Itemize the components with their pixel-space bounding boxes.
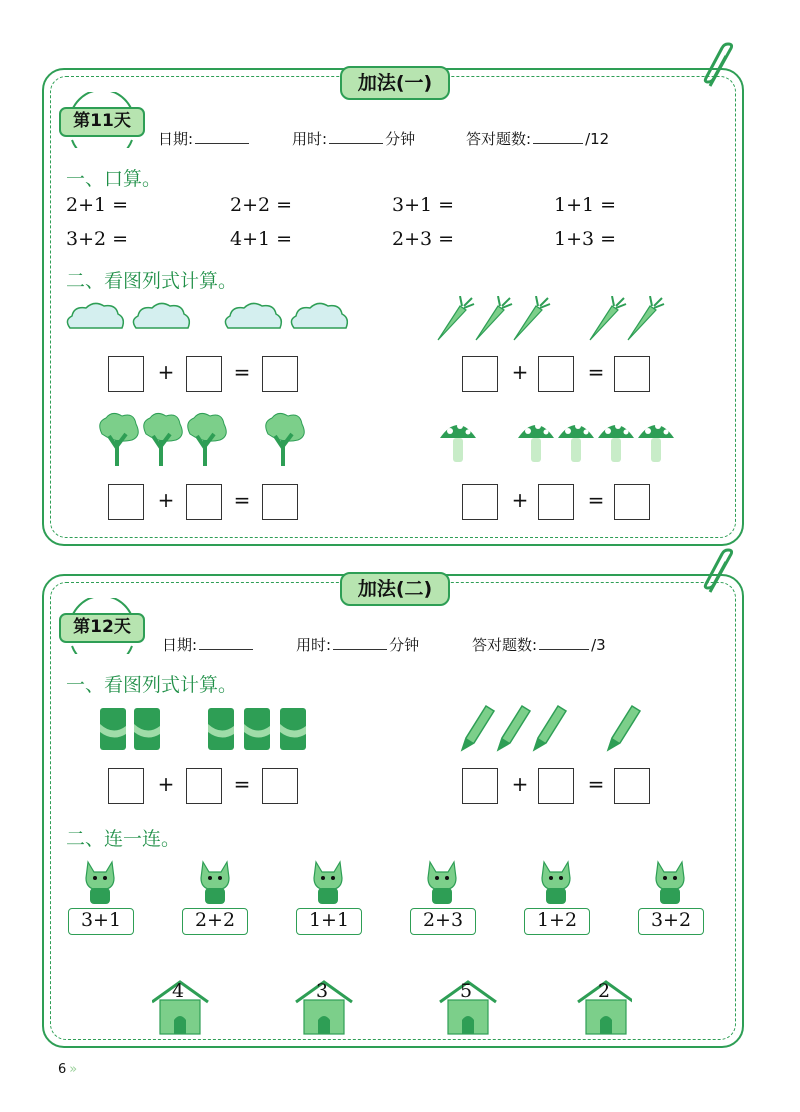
dog-expression-card[interactable]: 1+2	[524, 908, 590, 935]
carrot-icon	[438, 296, 474, 340]
cloud-icon	[67, 303, 123, 328]
time-unit: 分钟	[389, 636, 420, 654]
date-label: 日期:	[158, 130, 194, 148]
answer-box[interactable]	[186, 356, 222, 392]
answer-box[interactable]	[108, 768, 144, 804]
oral-problem: 2+2 =	[230, 194, 293, 216]
pencil-group	[458, 702, 648, 754]
pencil-icon	[534, 706, 566, 750]
score-field	[466, 128, 609, 149]
oral-problem: 4+1 =	[230, 228, 293, 250]
plus-sign: +	[511, 488, 529, 512]
date-field	[162, 634, 255, 655]
page-number	[58, 1062, 77, 1077]
mushroom-icon	[558, 423, 594, 462]
doghouse-number[interactable]: 3	[316, 980, 329, 1002]
answer-box[interactable]	[462, 356, 498, 392]
pencil-icon	[498, 706, 530, 750]
score-blank[interactable]	[533, 129, 583, 144]
can-icon	[280, 708, 306, 750]
day-badge	[58, 92, 146, 148]
doghouse-number[interactable]: 2	[598, 980, 611, 1002]
paperclip-icon	[700, 42, 740, 90]
answer-box[interactable]	[462, 768, 498, 804]
equals-sign: =	[587, 488, 605, 512]
equals-sign: =	[587, 772, 605, 796]
pencil-icon	[608, 706, 640, 750]
carrot-group	[434, 296, 674, 346]
double-chevron-icon: »	[69, 1062, 78, 1077]
time-field	[296, 634, 419, 655]
carrot-icon	[476, 296, 512, 340]
day-badge	[58, 598, 146, 654]
cloud-icon	[225, 303, 281, 328]
doghouse-number[interactable]: 4	[172, 980, 185, 1002]
section-picture-title: 二、看图列式计算。	[66, 270, 238, 292]
can-icon	[244, 708, 270, 750]
equals-sign: =	[233, 488, 251, 512]
answer-box[interactable]	[538, 768, 574, 804]
can-icon	[100, 708, 126, 750]
plus-sign: +	[511, 772, 529, 796]
mushroom-icon	[518, 423, 554, 462]
day-badge-label: 第11天	[73, 111, 131, 131]
score-total: /12	[585, 130, 610, 148]
mushroom-icon	[440, 423, 476, 462]
tree-icon	[188, 413, 227, 466]
dog-expression-card[interactable]: 3+2	[638, 908, 704, 935]
oral-problem: 3+1 =	[392, 194, 455, 216]
equals-sign: =	[587, 360, 605, 384]
time-unit: 分钟	[385, 130, 416, 148]
oral-problem: 2+3 =	[392, 228, 455, 250]
section-match-title: 二、连一连。	[66, 828, 181, 850]
section-picture-title: 一、看图列式计算。	[66, 674, 238, 696]
can-icon	[208, 708, 234, 750]
score-field	[472, 634, 606, 655]
day-badge-label: 第12天	[73, 617, 131, 637]
carrot-icon	[514, 296, 550, 340]
oral-problem: 1+3 =	[554, 228, 617, 250]
answer-box[interactable]	[108, 356, 144, 392]
plus-sign: +	[511, 360, 529, 384]
can-group	[100, 706, 320, 752]
time-blank[interactable]	[333, 635, 387, 650]
dog-icon	[428, 862, 456, 904]
answer-box[interactable]	[614, 356, 650, 392]
answer-box[interactable]	[186, 768, 222, 804]
time-blank[interactable]	[329, 129, 383, 144]
tree-icon	[144, 413, 183, 466]
dog-expression-card[interactable]: 1+1	[296, 908, 362, 935]
section-oral-title: 一、口算。	[66, 168, 162, 190]
date-label: 日期:	[162, 636, 198, 654]
score-blank[interactable]	[539, 635, 589, 650]
date-field	[158, 128, 251, 149]
answer-box[interactable]	[538, 356, 574, 392]
lesson-title-tab: 加法(一)	[340, 66, 450, 100]
tree-icon	[100, 413, 139, 466]
plus-sign: +	[157, 360, 175, 384]
time-label: 用时:	[292, 130, 328, 148]
oral-problem: 2+1 =	[66, 194, 129, 216]
dog-group	[80, 860, 700, 906]
dog-expression-card[interactable]: 3+1	[68, 908, 134, 935]
cloud-icon	[291, 303, 347, 328]
mushroom-icon	[598, 423, 634, 462]
cloud-group	[64, 298, 354, 338]
date-blank[interactable]	[195, 129, 249, 144]
answer-box[interactable]	[538, 484, 574, 520]
dog-icon	[656, 862, 684, 904]
dog-expression-card[interactable]: 2+3	[410, 908, 476, 935]
answer-box[interactable]	[262, 768, 298, 804]
oral-problem: 1+1 =	[554, 194, 617, 216]
mushroom-group	[438, 418, 688, 466]
answer-box[interactable]	[462, 484, 498, 520]
mushroom-icon	[638, 423, 674, 462]
lesson-title-tab: 加法(二)	[340, 572, 450, 606]
time-label: 用时:	[296, 636, 332, 654]
paperclip-icon	[700, 548, 740, 596]
score-label: 答对题数:	[472, 636, 538, 654]
dog-expression-card[interactable]: 2+2	[182, 908, 248, 935]
plus-sign: +	[157, 488, 175, 512]
page-number-value: 6	[58, 1062, 67, 1077]
carrot-icon	[628, 296, 664, 340]
answer-box[interactable]	[614, 484, 650, 520]
oral-problem: 3+2 =	[66, 228, 129, 250]
plus-sign: +	[157, 772, 175, 796]
dog-icon	[314, 862, 342, 904]
dog-icon	[86, 862, 114, 904]
time-field	[292, 128, 415, 149]
answer-box[interactable]	[262, 484, 298, 520]
worksheet-card-day11	[42, 68, 744, 546]
answer-box[interactable]	[614, 768, 650, 804]
can-icon	[134, 708, 160, 750]
answer-box[interactable]	[108, 484, 144, 520]
cloud-icon	[133, 303, 189, 328]
tree-group	[96, 412, 306, 468]
tree-icon	[266, 413, 305, 466]
answer-box[interactable]	[186, 484, 222, 520]
doghouse-group	[152, 980, 632, 1036]
date-blank[interactable]	[199, 635, 253, 650]
answer-box[interactable]	[262, 356, 298, 392]
carrot-icon	[590, 296, 626, 340]
doghouse-number[interactable]: 5	[460, 980, 473, 1002]
score-label: 答对题数:	[466, 130, 532, 148]
pencil-icon	[462, 706, 494, 750]
score-total: /3	[591, 636, 606, 654]
equals-sign: =	[233, 360, 251, 384]
equals-sign: =	[233, 772, 251, 796]
worksheet-card-day12	[42, 574, 744, 1048]
dog-icon	[542, 862, 570, 904]
dog-icon	[201, 862, 229, 904]
